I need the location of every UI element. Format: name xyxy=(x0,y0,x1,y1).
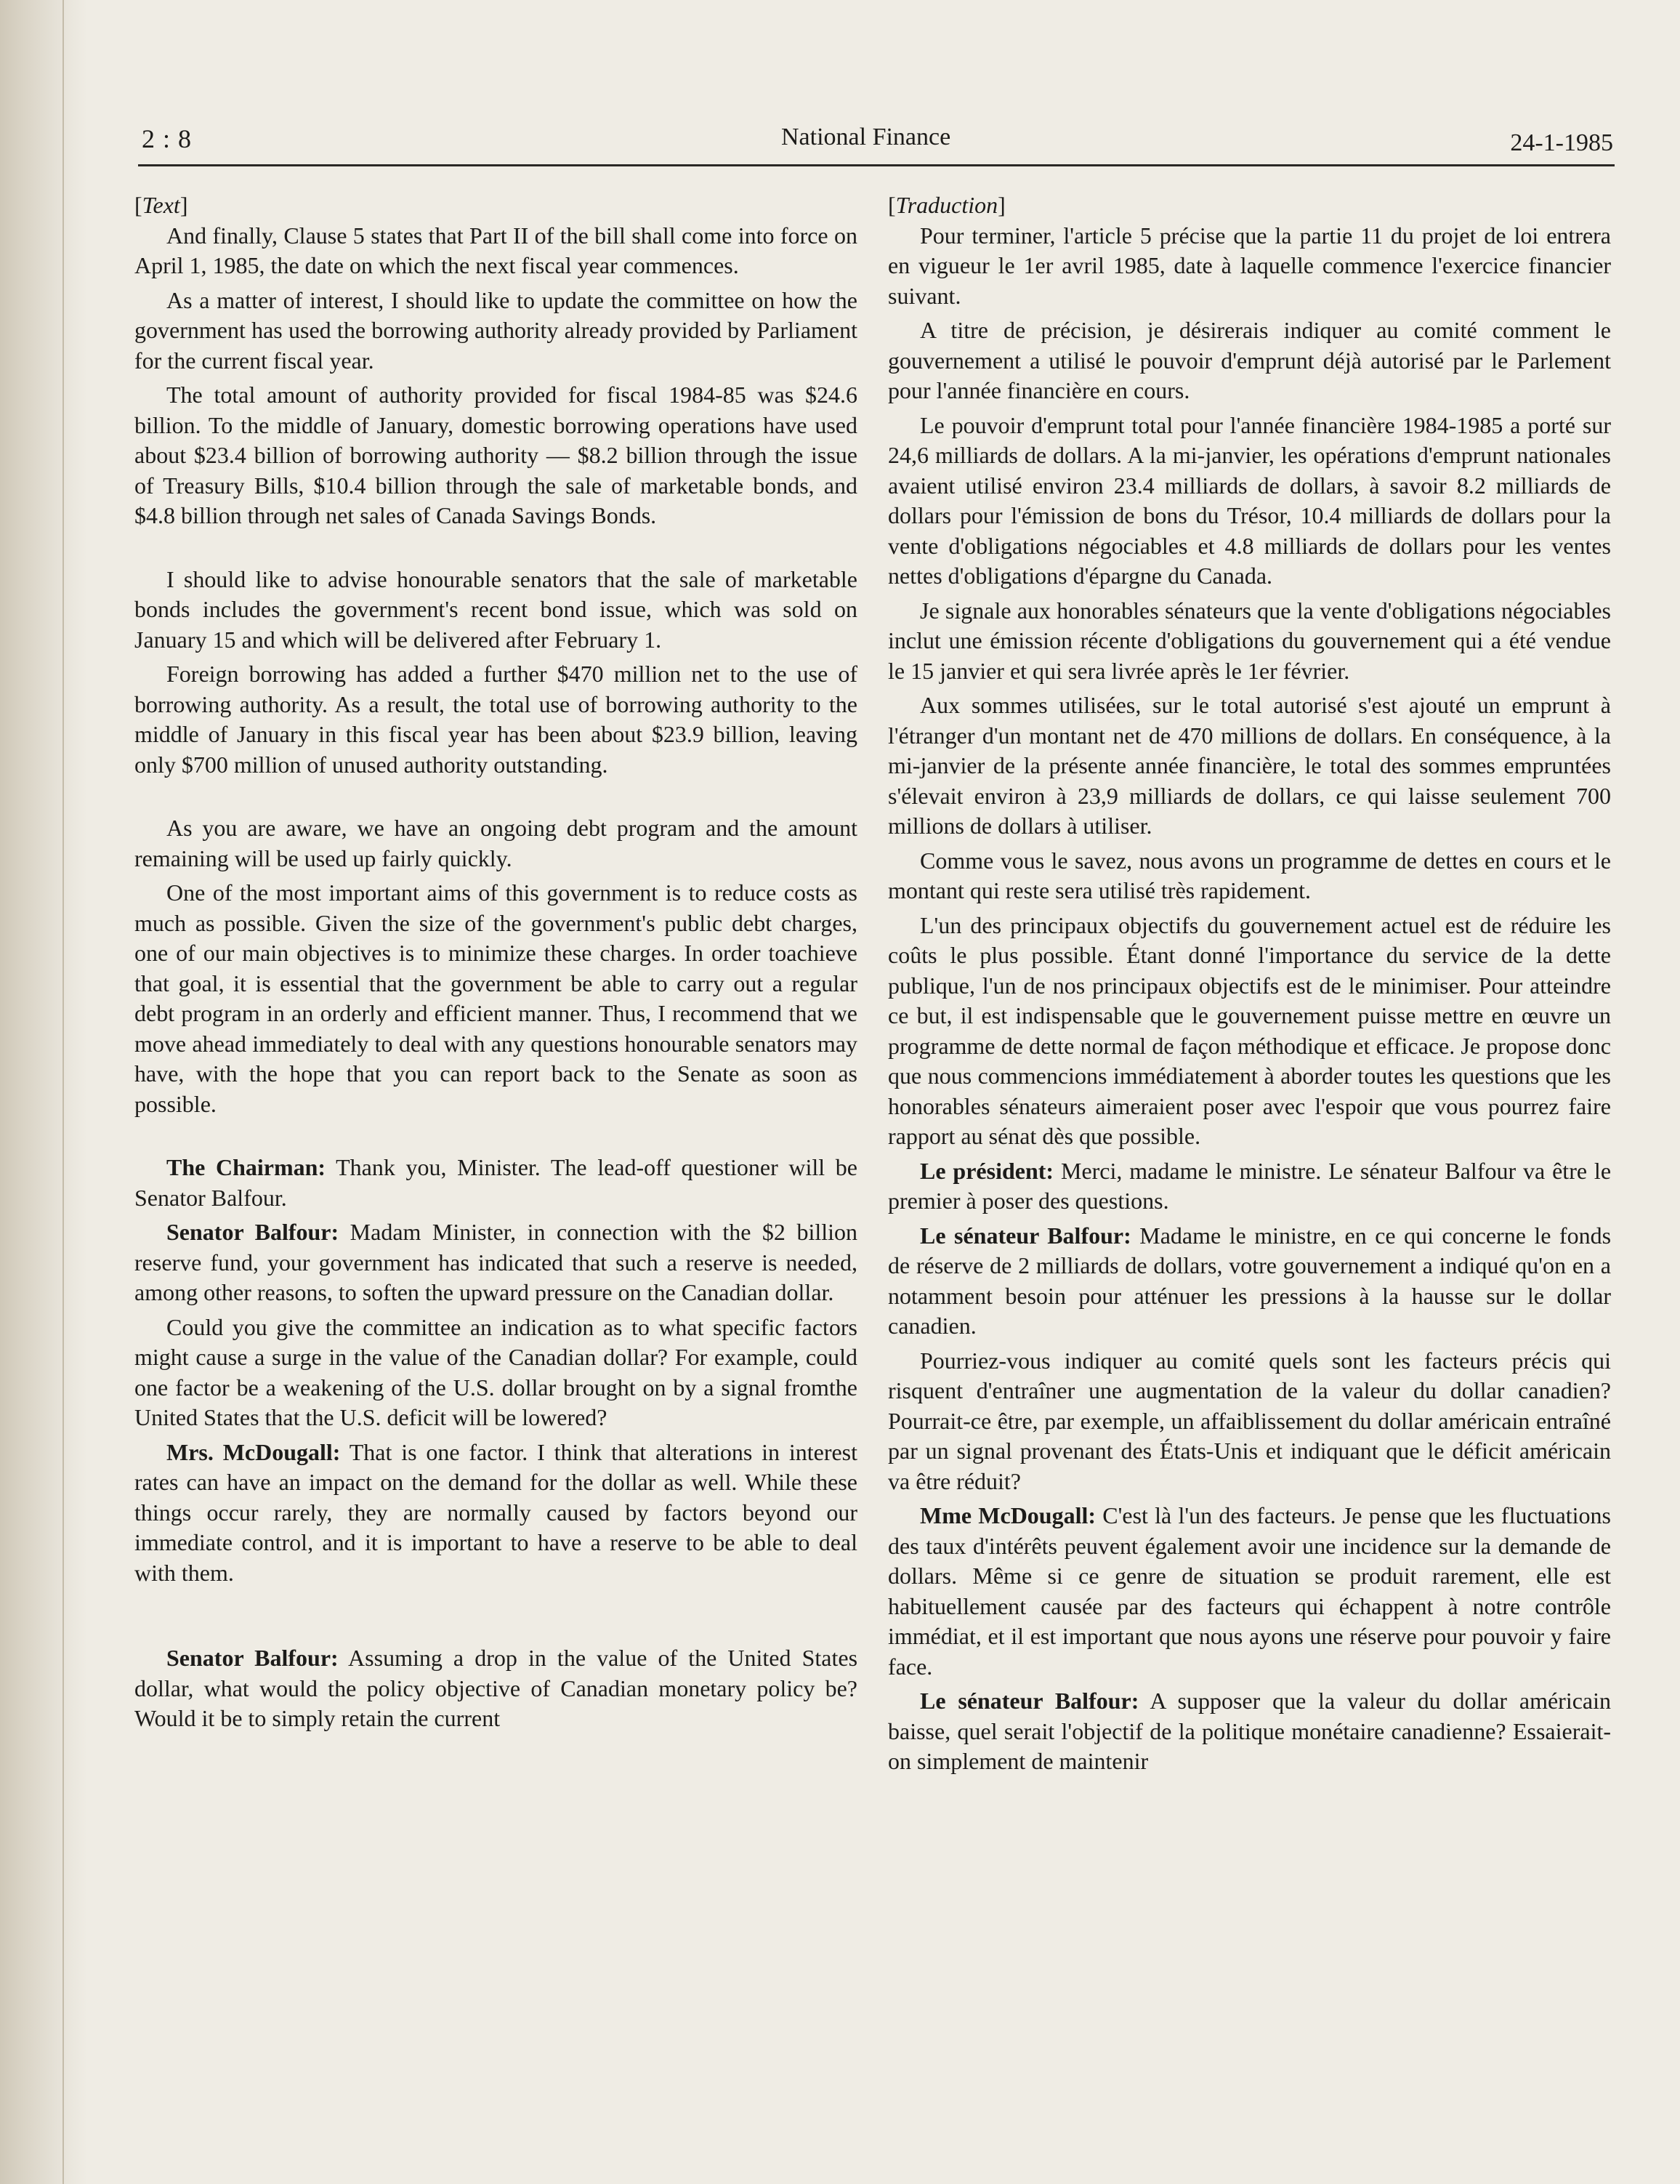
speaker-name: Mrs. McDougall: xyxy=(166,1438,341,1465)
speaker-paragraph: Senator Balfour: Assuming a drop in the value of the United States dollar, what would the policy objective of Canadian monetary policy be? Would it be to simply retain the current xyxy=(134,1645,858,1731)
publication-date: 24-1-1985 xyxy=(1510,129,1613,156)
speaker-paragraph: Mrs. McDougall: That is one factor. I think that alterations in interest rates can have an impact on the demand for the dollar as well. While these things occur rarely, they are normally caused by factors beyond our immediate control, and it is important to have a reserve to be able to deal with them. xyxy=(134,1438,858,1586)
running-header xyxy=(142,115,1613,166)
paragraph: The total amount of authority provided for fiscal 1984-85 was $24.6 billion. To the middle of January, domestic borrowing operations have used about $23.4 billion of borrowing authority — $8.2 billion through the issue of Treasury Bills, $10.4 billion through the sale of marketable bonds, and $4.8 billion through net sales of Canada Savings Bonds. xyxy=(134,382,857,528)
speaker-name: Mme McDougall: xyxy=(920,1502,1097,1528)
paragraph: Je signale aux honorables sénateurs que la vente d'obligations négociables inclut une émission récente d'obligations du gouvernement qui a été vendue le 15 janvier et qui sera livrée après le 1er février. xyxy=(888,597,1611,684)
paragraph: I should like to advise honourable senators that the sale of marketable bonds includes the government's recent bond issue, which was sold on January 15 and which will be delivered after February 1. xyxy=(134,565,857,653)
paragraph: L'un des principaux objectifs du gouvernement actuel est de réduire les coûts le plus possible. Étant donné l'importance du service de la dette publique, l'un de nos principaux objectifs est de le minimiser. Pour atteindre ce but, il est indispensable que le gouvernement puisse mettre en œuvre un programme de dette normal de façon méthodique et efficace. Je propose donc que nous commencions immédiatement à aborder toutes les questions que les honorables sénateurs aimeraient poser avec l'espoir que vous pourrez faire rapport au sénat dès que possible. xyxy=(888,911,1611,1149)
english-column xyxy=(134,190,857,1738)
header-rule xyxy=(138,164,1615,166)
section-marker: [Traduction] xyxy=(888,192,1006,218)
paragraph: Pour terminer, l'article 5 précise que la partie 11 du projet de loi entrera en vigueur le 1er avril 1985, date à laquelle commence l'exercice financier suivant. xyxy=(888,222,1611,309)
paragraph: Could you give the committee an indication as to what specific factors might cause a surge in the value of the Canadian dollar? For example, could one factor be a weakening of the U.S. dollar brought on by a signal fromthe United States that the U.S. deficit will be lowered? xyxy=(134,1313,857,1430)
speaker-paragraph: Le président: Merci, madame le ministre. Le sénateur Balfour va être le premier à poser des questions. xyxy=(888,1157,1612,1214)
french-column xyxy=(888,190,1611,1781)
speaker-name: Le sénateur Balfour: xyxy=(920,1688,1139,1714)
paragraph: One of the most important aims of this government is to reduce costs as much as possible. Given the size of the government's public debt charges, one of our main objectives is to minimize these charges. In order toachieve that goal, it is essential that the government be able to carry out a regular debt program in an orderly and efficient manner. Thus, I recommend that we move ahead immediately to deal with any questions honourable senators may have, with the hope that you can report back to the Senate as soon as possible. xyxy=(134,879,857,1117)
speaker-paragraph: Le sénateur Balfour: A supposer que la valeur du dollar américain baisse, quel serait l'objectif de la politique monétaire canadienne? Essaierait-on simplement de maintenir xyxy=(888,1688,1612,1774)
paragraph: Le pouvoir d'emprunt total pour l'année financière 1984-1985 a porté sur 24,6 milliards de dollars. A la mi-janvier, les opérations d'emprunt nationales avaient utilisé environ 23.4 milliards de dollars, à savoir 8.2 milliards de dollars pour l'émission de bons du Trésor, 10.4 milliards de dollars pour la vente d'obligations négociables et 4.8 milliards de dollars pour les ventes nettes d'obligations d'épargne du Canada. xyxy=(888,411,1611,589)
speaker-name: Senator Balfour: xyxy=(166,1645,339,1671)
page-edge-shadow xyxy=(0,0,87,2184)
speaker-name: Le sénateur Balfour: xyxy=(920,1222,1131,1249)
paragraph: As a matter of interest, I should like to update the committee on how the government has used the borrowing authority already provided by Parliament for the current fiscal year. xyxy=(134,286,857,374)
paragraph: Foreign borrowing has added a further $470 million net to the use of borrowing authority. As a result, the total use of borrowing authority to the middle of January in this fiscal year has been about $23.9 billion, leaving only $700 million of unused authority outstanding. xyxy=(134,661,857,778)
section-marker: [Text] xyxy=(134,192,188,218)
paragraph: A titre de précision, je désirerais indiquer au comité comment le gouvernement a utilisé le pouvoir d'emprunt déjà autorisé par le Parlement pour l'année financière en cours. xyxy=(888,317,1611,403)
page-number: 2 : 8 xyxy=(142,124,193,153)
speaker-name: Le président: xyxy=(920,1157,1054,1184)
publication-title: National Finance xyxy=(781,124,951,150)
paragraph: Aux sommes utilisées, sur le total autorisé s'est ajouté un emprunt à l'étranger d'un montant net de 470 millions de dollars. En conséquence, à la mi-janvier de la présente année financière, le total des sommes empruntées s'élevait environ à 23,9 milliards de dollars, ce qui laisse seulement 700 millions de dollars à utiliser. xyxy=(888,692,1611,839)
speaker-name: Senator Balfour: xyxy=(166,1219,339,1245)
paragraph: As you are aware, we have an ongoing debt program and the amount remaining will be used up fairly quickly. xyxy=(134,815,857,871)
paragraph: And finally, Clause 5 states that Part II of the bill shall come into force on April 1, 1985, the date on which the next fiscal year commences. xyxy=(134,222,857,278)
speaker-paragraph: The Chairman: Thank you, Minister. The lead-off questioner will be Senator Balfour. xyxy=(134,1154,858,1211)
paragraph: Pourriez-vous indiquer au comité quels sont les facteurs précis qui risquent d'entraîner une augmentation de la valeur du dollar canadien? Pourrait-ce être, par exemple, un affaiblissement du dollar américain entraîné par un signal provenant des États-Unis et indiquant que le déficit américain va être réduit? xyxy=(888,1347,1611,1494)
speaker-name: The Chairman: xyxy=(166,1154,326,1180)
speaker-paragraph: Mme McDougall: C'est là l'un des facteurs. Je pense que les fluctuations des taux d'intérêts peuvent également avoir une incidence sur la demande de dollars. Même si ce genre de situation se produit rarement, elle est habituellement causée par des facteurs qui échappent à notre contrôle immédiat, et il est important que nous ayons une réserve pour pouvoir y faire face. xyxy=(888,1502,1612,1680)
speaker-paragraph: Senator Balfour: Madam Minister, in connection with the $2 billion reserve fund, your government has indicated that such a reserve is needed, among other reasons, to soften the upward pressure on the Canadian dollar. xyxy=(134,1219,857,1305)
paragraph: Comme vous le savez, nous avons un programme de dettes en cours et le montant qui reste sera utilisé très rapidement. xyxy=(888,847,1611,903)
speaker-paragraph: Le sénateur Balfour: Madame le ministre, en ce qui concerne le fonds de réserve de 2 milliards de dollars, votre gouvernement a indiqué qu'on en a notamment besoin pour atténuer les pressions à la hausse sur le dollar canadien. xyxy=(888,1222,1612,1339)
page-edge-line xyxy=(62,0,64,2184)
